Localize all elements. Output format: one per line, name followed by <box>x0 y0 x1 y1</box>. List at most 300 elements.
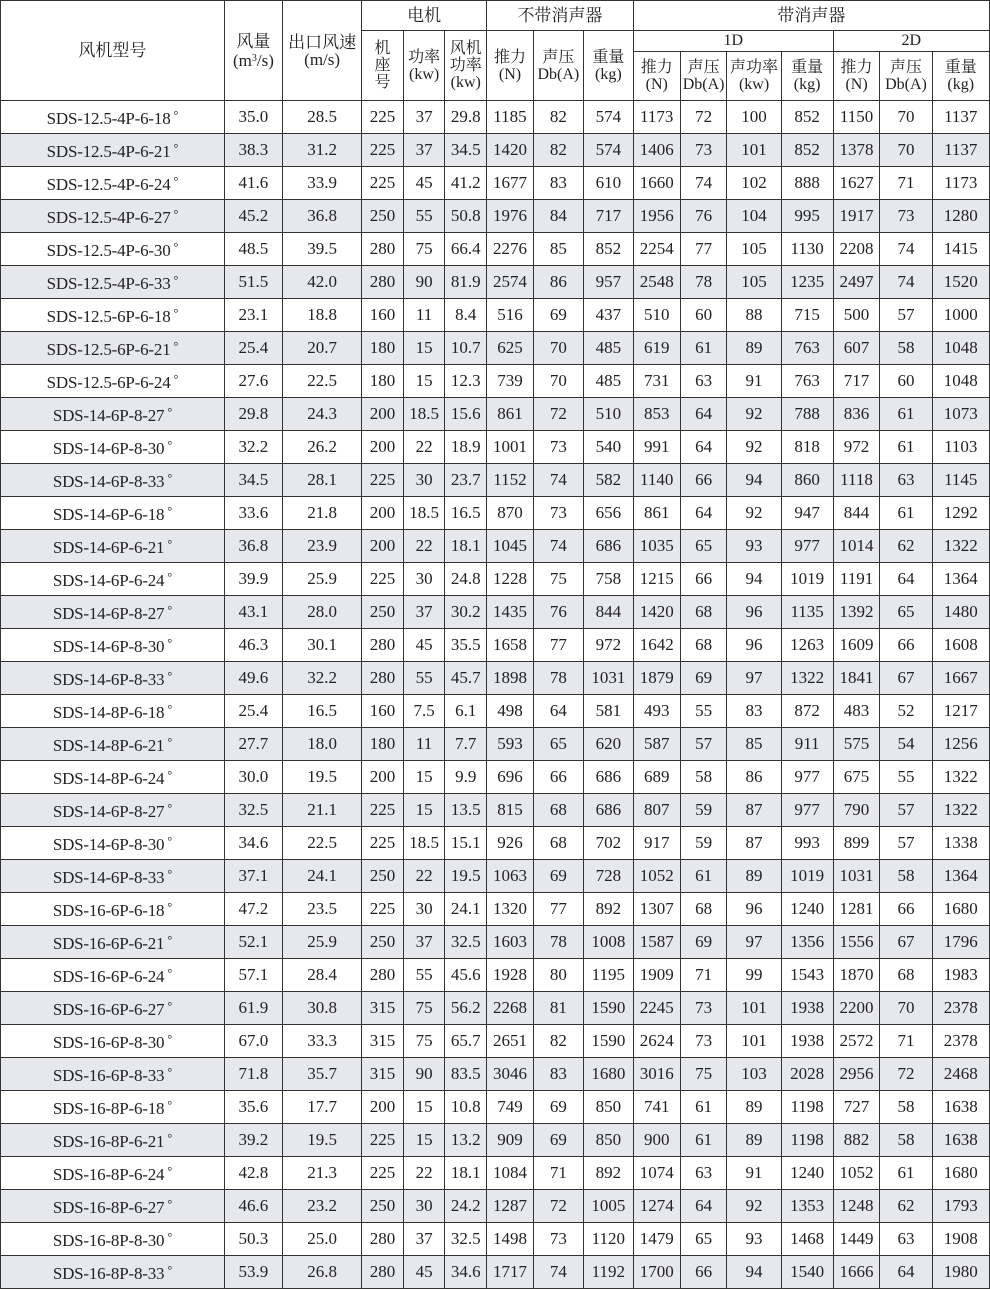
cell-spl: 84 <box>533 200 583 233</box>
cell-speed: 18.0 <box>283 728 362 761</box>
cell-frame: 200 <box>362 497 404 530</box>
model-name: SDS-16-6P-8-33 <box>52 1066 165 1085</box>
cell-spl: 70 <box>533 332 583 365</box>
degree-mark: ° <box>167 768 172 782</box>
cell-weight: 1005 <box>583 1190 633 1223</box>
cell-2d-weight: 1000 <box>932 299 990 332</box>
cell-weight: 957 <box>583 266 633 299</box>
cell-1d-thrust: 2245 <box>633 992 680 1025</box>
cell-1d-weight: 1198 <box>781 1124 833 1157</box>
cell-model <box>1 398 225 431</box>
cell-2d-spl: 62 <box>880 530 932 563</box>
cell-fan-power: 24.2 <box>445 1190 487 1223</box>
cell-frame: 200 <box>362 398 404 431</box>
cell-spl: 81 <box>533 992 583 1025</box>
cell-model <box>1 1025 225 1058</box>
cell-2d-weight: 1322 <box>932 761 990 794</box>
cell-speed: 26.8 <box>283 1256 362 1289</box>
cell-flow: 49.6 <box>224 662 282 695</box>
cell-frame: 225 <box>362 101 404 134</box>
header-1d-spl: 声压 Db(A) <box>680 52 727 101</box>
cell-speed: 26.2 <box>283 431 362 464</box>
cell-2d-weight: 1796 <box>932 926 990 959</box>
cell-2d-weight: 1680 <box>932 893 990 926</box>
cell-frame: 250 <box>362 596 404 629</box>
cell-1d-spl: 58 <box>680 761 727 794</box>
cell-fan-power: 7.7 <box>445 728 487 761</box>
cell-1d-spl: 76 <box>680 200 727 233</box>
cell-spl: 69 <box>533 299 583 332</box>
cell-weight: 850 <box>583 1091 633 1124</box>
degree-mark: ° <box>167 867 172 881</box>
cell-thrust: 1045 <box>487 530 534 563</box>
model-name: SDS-14-6P-6-18 <box>52 505 165 524</box>
cell-1d-thrust: 1660 <box>633 167 680 200</box>
cell-flow: 42.8 <box>224 1157 282 1190</box>
cell-1d-spl: 68 <box>680 596 727 629</box>
cell-model <box>1 860 225 893</box>
cell-frame: 280 <box>362 1223 404 1256</box>
cell-2d-thrust: 2956 <box>833 1058 880 1091</box>
cell-spl: 74 <box>533 530 583 563</box>
degree-mark: ° <box>173 141 179 155</box>
cell-speed: 33.3 <box>283 1025 362 1058</box>
cell-thrust: 696 <box>487 761 534 794</box>
cell-1d-swl: 101 <box>727 1025 781 1058</box>
model-name: SDS-14-6P-6-21 <box>52 538 165 557</box>
cell-frame: 200 <box>362 530 404 563</box>
cell-thrust: 625 <box>487 332 534 365</box>
model-name: SDS-14-8P-6-18 <box>52 703 165 722</box>
cell-spl: 65 <box>533 728 583 761</box>
table-row <box>1 1091 990 1124</box>
cell-flow: 27.6 <box>224 365 282 398</box>
model-name: SDS-14-6P-8-27 <box>52 406 165 425</box>
cell-2d-thrust: 1666 <box>833 1256 880 1289</box>
cell-thrust: 1063 <box>487 860 534 893</box>
cell-model <box>1 563 225 596</box>
cell-2d-weight: 2378 <box>932 992 990 1025</box>
cell-1d-thrust: 741 <box>633 1091 680 1124</box>
model-name: SDS-14-6P-8-30 <box>52 439 165 458</box>
cell-1d-swl: 94 <box>727 563 781 596</box>
cell-thrust: 1898 <box>487 662 534 695</box>
cell-frame: 250 <box>362 1190 404 1223</box>
cell-spl: 82 <box>533 101 583 134</box>
cell-2d-spl: 63 <box>880 464 932 497</box>
cell-thrust: 1084 <box>487 1157 534 1190</box>
cell-2d-spl: 57 <box>880 827 932 860</box>
cell-model <box>1 1256 225 1289</box>
cell-weight: 510 <box>583 398 633 431</box>
cell-1d-thrust: 689 <box>633 761 680 794</box>
model-name: SDS-12.5-6P-6-24 <box>46 373 171 392</box>
cell-1d-weight: 852 <box>781 134 833 167</box>
table-header <box>1 1 990 101</box>
cell-spl: 85 <box>533 233 583 266</box>
cell-flow: 51.5 <box>224 266 282 299</box>
cell-1d-spl: 65 <box>680 1223 727 1256</box>
cell-1d-weight: 1322 <box>781 662 833 695</box>
cell-1d-thrust: 493 <box>633 695 680 728</box>
cell-2d-spl: 61 <box>880 431 932 464</box>
cell-1d-swl: 96 <box>727 629 781 662</box>
degree-mark: ° <box>167 636 172 650</box>
cell-2d-spl: 71 <box>880 1025 932 1058</box>
cell-1d-weight: 763 <box>781 332 833 365</box>
cell-fan-power: 29.8 <box>445 101 487 134</box>
cell-thrust: 1228 <box>487 563 534 596</box>
degree-mark: ° <box>173 174 179 188</box>
header-flow-unit: $(m^3/s)$ <box>232 50 274 70</box>
cell-1d-spl: 73 <box>680 134 727 167</box>
cell-weight: 581 <box>583 695 633 728</box>
cell-2d-weight: 1983 <box>932 959 990 992</box>
cell-frame: 180 <box>362 728 404 761</box>
cell-model <box>1 629 225 662</box>
cell-2d-thrust: 1378 <box>833 134 880 167</box>
cell-model <box>1 266 225 299</box>
table-row <box>1 893 990 926</box>
cell-model <box>1 233 225 266</box>
cell-2d-spl: 58 <box>880 860 932 893</box>
cell-speed: 22.5 <box>283 827 362 860</box>
degree-mark: ° <box>167 669 172 683</box>
cell-flow: 50.3 <box>224 1223 282 1256</box>
cell-2d-thrust: 607 <box>833 332 880 365</box>
cell-model <box>1 926 225 959</box>
cell-fan-power: 41.2 <box>445 167 487 200</box>
cell-2d-weight: 1103 <box>932 431 990 464</box>
cell-thrust: 749 <box>487 1091 534 1124</box>
cell-speed: 21.1 <box>283 794 362 827</box>
cell-spl: 77 <box>533 893 583 926</box>
cell-thrust: 1320 <box>487 893 534 926</box>
header-flow <box>224 1 282 101</box>
cell-1d-thrust: 2548 <box>633 266 680 299</box>
degree-mark: ° <box>173 339 179 353</box>
cell-weight: 892 <box>583 1157 633 1190</box>
cell-thrust: 861 <box>487 398 534 431</box>
table-row <box>1 200 990 233</box>
cell-speed: 19.5 <box>283 1124 362 1157</box>
cell-power: 15 <box>403 332 445 365</box>
cell-1d-spl: 64 <box>680 398 727 431</box>
cell-2d-thrust: 1031 <box>833 860 880 893</box>
model-name: SDS-16-8P-8-33 <box>52 1264 165 1283</box>
header-thrust: 推力 (N) <box>487 31 534 101</box>
cell-weight: 852 <box>583 233 633 266</box>
cell-2d-spl: 64 <box>880 1256 932 1289</box>
cell-frame: 225 <box>362 1124 404 1157</box>
cell-fan-power: 65.7 <box>445 1025 487 1058</box>
cell-2d-weight: 1048 <box>932 332 990 365</box>
cell-flow: 39.9 <box>224 563 282 596</box>
cell-power: 30 <box>403 1190 445 1223</box>
cell-weight: 485 <box>583 365 633 398</box>
cell-1d-weight: 1240 <box>781 893 833 926</box>
cell-fan-power: 9.9 <box>445 761 487 794</box>
cell-weight: 1031 <box>583 662 633 695</box>
cell-speed: 33.9 <box>283 167 362 200</box>
model-name: SDS-16-6P-6-27 <box>52 1000 165 1019</box>
degree-mark: ° <box>167 999 172 1013</box>
cell-1d-swl: 102 <box>727 167 781 200</box>
cell-1d-swl: 99 <box>727 959 781 992</box>
cell-1d-spl: 68 <box>680 893 727 926</box>
cell-spl: 86 <box>533 266 583 299</box>
cell-2d-thrust: 899 <box>833 827 880 860</box>
cell-model <box>1 959 225 992</box>
cell-flow: 43.1 <box>224 596 282 629</box>
cell-1d-swl: 87 <box>727 827 781 860</box>
degree-mark: ° <box>173 207 179 221</box>
cell-model <box>1 431 225 464</box>
cell-speed: 21.3 <box>283 1157 362 1190</box>
cell-flow: 53.9 <box>224 1256 282 1289</box>
cell-thrust: 516 <box>487 299 534 332</box>
cell-model <box>1 1190 225 1223</box>
table-row <box>1 530 990 563</box>
cell-flow: 27.7 <box>224 728 282 761</box>
cell-thrust: 1677 <box>487 167 534 200</box>
cell-fan-power: 34.5 <box>445 134 487 167</box>
cell-1d-thrust: 900 <box>633 1124 680 1157</box>
cell-weight: 717 <box>583 200 633 233</box>
cell-fan-power: 12.3 <box>445 365 487 398</box>
cell-1d-thrust: 1052 <box>633 860 680 893</box>
cell-1d-spl: 63 <box>680 365 727 398</box>
cell-1d-weight: 1468 <box>781 1223 833 1256</box>
model-name: SDS-14-6P-6-24 <box>52 571 165 590</box>
cell-1d-weight: 852 <box>781 101 833 134</box>
cell-flow: 36.8 <box>224 530 282 563</box>
cell-1d-thrust: 1274 <box>633 1190 680 1223</box>
cell-weight: 728 <box>583 860 633 893</box>
cell-weight: 1192 <box>583 1256 633 1289</box>
cell-2d-weight: 1256 <box>932 728 990 761</box>
cell-2d-spl: 66 <box>880 629 932 662</box>
cell-1d-thrust: 853 <box>633 398 680 431</box>
cell-flow: 34.5 <box>224 464 282 497</box>
cell-weight: 1120 <box>583 1223 633 1256</box>
table-row <box>1 134 990 167</box>
cell-thrust: 1185 <box>487 101 534 134</box>
cell-frame: 225 <box>362 827 404 860</box>
cell-model <box>1 200 225 233</box>
cell-flow: 71.8 <box>224 1058 282 1091</box>
cell-fan-power: 56.2 <box>445 992 487 1025</box>
cell-2d-thrust: 972 <box>833 431 880 464</box>
cell-power: 30 <box>403 893 445 926</box>
cell-1d-swl: 88 <box>727 299 781 332</box>
cell-spl: 69 <box>533 1091 583 1124</box>
model-name: SDS-16-6P-6-18 <box>52 901 165 920</box>
cell-fan-power: 35.5 <box>445 629 487 662</box>
cell-2d-spl: 55 <box>880 761 932 794</box>
degree-mark: ° <box>173 306 179 320</box>
cell-speed: 25.9 <box>283 926 362 959</box>
cell-speed: 35.7 <box>283 1058 362 1091</box>
cell-fan-power: 50.8 <box>445 200 487 233</box>
cell-1d-weight: 788 <box>781 398 833 431</box>
cell-weight: 620 <box>583 728 633 761</box>
cell-fan-power: 15.6 <box>445 398 487 431</box>
cell-2d-spl: 58 <box>880 1124 932 1157</box>
degree-mark: ° <box>167 966 172 980</box>
cell-1d-thrust: 1074 <box>633 1157 680 1190</box>
cell-1d-weight: 977 <box>781 761 833 794</box>
cell-flow: 23.1 <box>224 299 282 332</box>
cell-2d-spl: 70 <box>880 134 932 167</box>
cell-1d-weight: 1540 <box>781 1256 833 1289</box>
cell-fan-power: 19.5 <box>445 860 487 893</box>
cell-flow: 30.0 <box>224 761 282 794</box>
cell-2d-weight: 1145 <box>932 464 990 497</box>
cell-2d-spl: 72 <box>880 1058 932 1091</box>
cell-thrust: 739 <box>487 365 534 398</box>
cell-1d-thrust: 510 <box>633 299 680 332</box>
cell-model <box>1 992 225 1025</box>
cell-frame: 315 <box>362 992 404 1025</box>
degree-mark: ° <box>173 372 179 386</box>
table-row <box>1 629 990 662</box>
cell-flow: 33.6 <box>224 497 282 530</box>
cell-1d-weight: 1235 <box>781 266 833 299</box>
cell-1d-spl: 61 <box>680 860 727 893</box>
cell-flow: 47.2 <box>224 893 282 926</box>
cell-2d-weight: 1520 <box>932 266 990 299</box>
cell-1d-swl: 89 <box>727 1091 781 1124</box>
cell-1d-weight: 977 <box>781 794 833 827</box>
header-1d-swl: 声功率 (kw) <box>727 52 781 101</box>
table-row <box>1 926 990 959</box>
cell-power: 75 <box>403 992 445 1025</box>
table-row <box>1 794 990 827</box>
cell-2d-thrust: 1609 <box>833 629 880 662</box>
cell-2d-weight: 1137 <box>932 134 990 167</box>
model-name: SDS-14-6P-8-27 <box>52 604 165 623</box>
cell-1d-thrust: 2254 <box>633 233 680 266</box>
cell-spl: 73 <box>533 431 583 464</box>
cell-fan-power: 45.6 <box>445 959 487 992</box>
cell-1d-spl: 61 <box>680 332 727 365</box>
cell-weight: 485 <box>583 332 633 365</box>
cell-2d-thrust: 1191 <box>833 563 880 596</box>
cell-2d-thrust: 717 <box>833 365 880 398</box>
cell-1d-swl: 97 <box>727 662 781 695</box>
cell-thrust: 926 <box>487 827 534 860</box>
cell-power: 18.5 <box>403 398 445 431</box>
cell-frame: 200 <box>362 431 404 464</box>
cell-power: 22 <box>403 860 445 893</box>
cell-1d-swl: 89 <box>727 1124 781 1157</box>
degree-mark: ° <box>173 108 179 122</box>
table-body <box>1 101 990 1289</box>
header-weight: 重量 (kg) <box>583 31 633 101</box>
cell-thrust: 1928 <box>487 959 534 992</box>
cell-weight: 1008 <box>583 926 633 959</box>
cell-1d-spl: 64 <box>680 431 727 464</box>
cell-model <box>1 1058 225 1091</box>
cell-flow: 38.3 <box>224 134 282 167</box>
cell-1d-weight: 860 <box>781 464 833 497</box>
table-row <box>1 992 990 1025</box>
cell-1d-swl: 92 <box>727 431 781 464</box>
cell-weight: 892 <box>583 893 633 926</box>
cell-fan-power: 23.7 <box>445 464 487 497</box>
cell-spl: 68 <box>533 794 583 827</box>
cell-1d-weight: 1938 <box>781 992 833 1025</box>
cell-2d-weight: 1322 <box>932 794 990 827</box>
degree-mark: ° <box>167 1230 172 1244</box>
cell-1d-thrust: 1479 <box>633 1223 680 1256</box>
model-name: SDS-16-8P-6-27 <box>52 1198 165 1217</box>
cell-speed: 20.7 <box>283 332 362 365</box>
cell-thrust: 1658 <box>487 629 534 662</box>
cell-power: 37 <box>403 926 445 959</box>
cell-frame: 225 <box>362 563 404 596</box>
header-2d-thrust: 推力 (N) <box>833 52 880 101</box>
cell-speed: 28.1 <box>283 464 362 497</box>
cell-thrust: 1603 <box>487 926 534 959</box>
cell-1d-thrust: 1420 <box>633 596 680 629</box>
cell-flow: 48.5 <box>224 233 282 266</box>
cell-weight: 686 <box>583 761 633 794</box>
degree-mark: ° <box>167 537 172 551</box>
cell-1d-swl: 105 <box>727 266 781 299</box>
cell-1d-spl: 66 <box>680 1256 727 1289</box>
cell-power: 45 <box>403 167 445 200</box>
cell-spl: 69 <box>533 860 583 893</box>
cell-spl: 68 <box>533 827 583 860</box>
model-name: SDS-16-8P-6-24 <box>52 1165 165 1184</box>
cell-2d-thrust: 2200 <box>833 992 880 1025</box>
model-name: SDS-14-8P-6-21 <box>52 736 165 755</box>
cell-power: 90 <box>403 266 445 299</box>
cell-speed: 17.7 <box>283 1091 362 1124</box>
degree-mark: ° <box>167 1263 172 1277</box>
cell-2d-thrust: 1392 <box>833 596 880 629</box>
cell-flow: 29.8 <box>224 398 282 431</box>
cell-weight: 844 <box>583 596 633 629</box>
cell-frame: 280 <box>362 233 404 266</box>
model-name: SDS-16-6P-6-24 <box>52 967 165 986</box>
model-name: SDS-16-6P-6-21 <box>52 934 165 953</box>
cell-power: 55 <box>403 662 445 695</box>
cell-model <box>1 1091 225 1124</box>
cell-1d-weight: 1240 <box>781 1157 833 1190</box>
cell-fan-power: 24.8 <box>445 563 487 596</box>
cell-weight: 574 <box>583 101 633 134</box>
cell-power: 45 <box>403 629 445 662</box>
header-with-silencer: 带消声器 <box>633 1 989 31</box>
header-speed <box>283 1 362 101</box>
cell-2d-spl: 71 <box>880 167 932 200</box>
cell-1d-swl: 93 <box>727 1223 781 1256</box>
cell-2d-thrust: 836 <box>833 398 880 431</box>
cell-2d-thrust: 1281 <box>833 893 880 926</box>
cell-thrust: 1287 <box>487 1190 534 1223</box>
cell-2d-thrust: 500 <box>833 299 880 332</box>
cell-weight: 850 <box>583 1124 633 1157</box>
degree-mark: ° <box>167 900 172 914</box>
cell-flow: 61.9 <box>224 992 282 1025</box>
cell-frame: 160 <box>362 695 404 728</box>
cell-weight: 1590 <box>583 992 633 1025</box>
cell-2d-thrust: 790 <box>833 794 880 827</box>
table-row <box>1 1058 990 1091</box>
